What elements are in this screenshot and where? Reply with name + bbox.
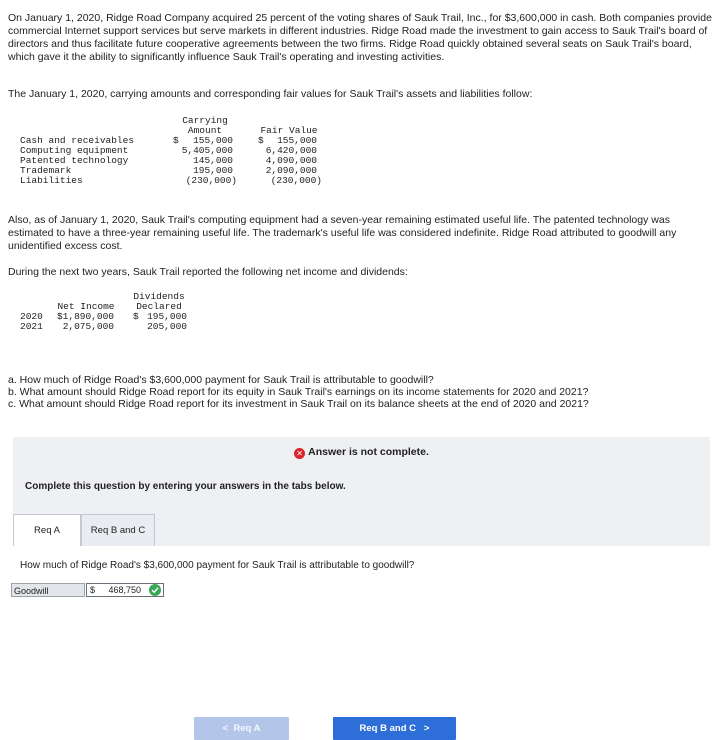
col-income-heading: Net Income [57,301,115,312]
dividends: 195,000 [147,311,187,322]
table-intro: The January 1, 2020, carrying amounts and corresponding fair values for Sauk Trail's assets and liabilities follow: [8,88,533,100]
instruction-text: Complete this question by entering your answers in the tabs below. [25,481,346,492]
col-carrying-heading: Carrying [182,115,228,126]
chevron-left-icon: < [222,723,229,734]
during-text: During the next two years, Sauk Trail reported the following net income and dividends: [8,266,408,278]
check-icon [149,584,161,596]
tab-req-b-and-c[interactable] [81,514,155,546]
col-dividends-heading-2: Declared [136,301,182,312]
row-label: Cash and receivables [20,135,135,146]
col-dividends-heading: Dividends [133,291,185,302]
col-carrying-heading-2: Amount [187,125,223,136]
goodwill-input[interactable] [86,583,164,597]
row-label: Liabilities [20,175,83,186]
chevron-right-icon: > [423,723,430,734]
prev-button-label: Req A [233,723,261,734]
tab-label: Req B and C [90,525,146,536]
fair-value: 4,090,000 [265,155,317,166]
tab-label: Req A [34,525,60,536]
question-c: c. What amount should Ridge Road report for its investment in Sauk Trail on its balance sheets at the end of 2020 and 2021? [8,398,589,410]
goodwill-dollar: $ [90,585,96,595]
error-x-icon: ✕ [294,448,305,459]
col-fair-heading: Fair Value [260,125,318,136]
question-b: b. What amount should Ridge Road report for its equity in Sauk Trail's earnings on its income statements for 2020 and 2021? [8,386,589,398]
next-button-label: Req B and C [359,723,416,734]
fair-value: 6,420,000 [265,145,317,156]
next-req-b-and-c-button[interactable] [333,717,456,740]
row-year: 2021 [20,321,43,332]
question-a: a. How much of Ridge Road's $3,600,000 payment for Sauk Trail is attributable to goodwill? [8,374,434,386]
carrying-value: 145,000 [193,155,233,166]
dollar-sign: $ [258,135,264,146]
prev-req-a-button[interactable] [194,717,289,740]
fair-value: 2,090,000 [265,165,317,176]
dividends: 205,000 [147,321,187,332]
tab-question: How much of Ridge Road's $3,600,000 payment for Sauk Trail is attributable to goodwill? [20,560,415,571]
also-text: Also, as of January 1, 2020, Sauk Trail's computing equipment had a seven-year remaining estimated useful life. The patented technology was estimated to have a three-year remaining useful life. The trademark's useful life was considered indefinite. Ridge Road attributed to goodwill any unidentified excess cost. [8,214,677,252]
row-label: Trademark [20,165,72,176]
row-label: Patented technology [20,155,129,166]
problem-intro: On January 1, 2020, Ridge Road Company acquired 25 percent of the voting shares of Sauk Trail, Inc., for $3,600,000 in cash. Both companies provide commercial Internet support services but serve markets in different industries. Ridge Road made the investment to gain access to Sauk Trail's board of directors and thus facilitate future cooperative agreements between the two firms. Ridge Road quickly obtained several seats on Sauk Trail's board, which gave it the ability to significantly influence Sauk Trail's operating and investing activities. [8,12,712,63]
fair-value: (230,000) [270,175,322,186]
row-year: 2020 [20,311,43,322]
carrying-value: 5,405,000 [181,145,233,156]
tab-req-a[interactable] [13,514,81,546]
net-income: 2,075,000 [62,321,114,332]
goodwill-label: Goodwill [11,583,85,597]
row-label: Computing equipment [20,145,129,156]
fair-value: 155,000 [277,135,317,146]
dollar-sign: $ [173,135,179,146]
answer-status [13,446,710,459]
carrying-value: (230,000) [185,175,237,186]
answer-panel [13,437,710,734]
tab-content [13,546,710,734]
answer-status-text: Answer is not complete. [308,446,429,458]
goodwill-value: 468,750 [108,585,141,595]
carrying-value: 195,000 [193,165,233,176]
carrying-value: 155,000 [193,135,233,146]
net-income: $1,890,000 [56,311,114,322]
dollar-sign: $ [133,311,139,322]
